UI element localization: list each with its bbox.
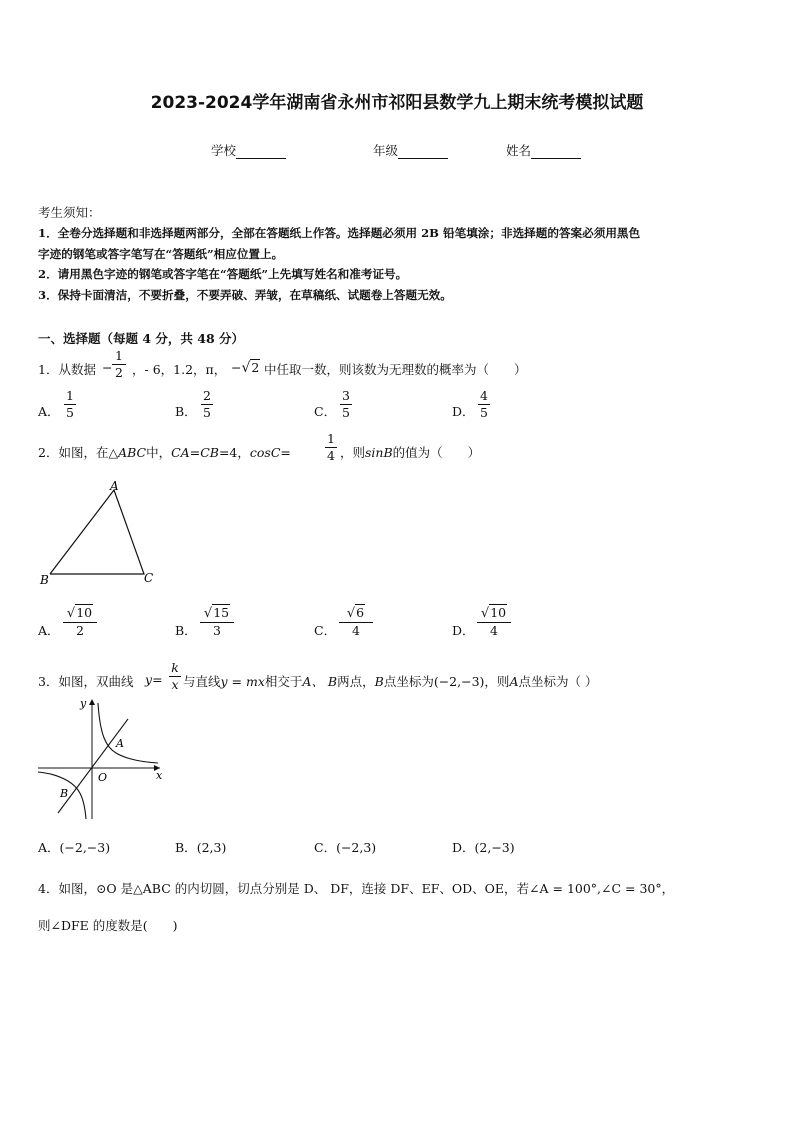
- q2-sin: sinB: [365, 445, 393, 460]
- q3-eq: [145, 672, 163, 687]
- hyperbola-branch-1: [98, 703, 158, 763]
- x-axis-label: x: [156, 769, 163, 782]
- q3-bpt: B: [374, 674, 384, 689]
- notice-item-3: 3．保持卡面清洁，不要折叠，不要弄破、弄皱，在草稿纸、试题卷上答题无效。: [38, 288, 452, 302]
- school-label: 学校: [211, 143, 237, 158]
- school-field[interactable]: [211, 141, 286, 159]
- name-label: 姓名: [506, 143, 532, 158]
- option-value: (−2,−3): [59, 840, 111, 855]
- option-letter: A．: [38, 404, 60, 419]
- option-den: 5: [342, 405, 350, 420]
- q3-bcoord: (−2,−3): [433, 674, 485, 689]
- q3-option-c[interactable]: [314, 838, 376, 856]
- option-letter: A．: [38, 623, 60, 638]
- q2-eq3: =: [280, 445, 291, 460]
- option-letter: C．: [314, 623, 337, 638]
- q4-line-1: 4．如图，⊙O 是△ABC 的内切圆，切点分别是 D、 DF，连接 DF、EF、OD、OE，若∠A = 100°,∠C = 30°，: [38, 881, 675, 896]
- q2-option-b[interactable]: [175, 621, 197, 639]
- q3-option-b[interactable]: [175, 838, 226, 856]
- page-title: 2023-2024学年湖南省永州市祁阳县数学九上期末统考模拟试题: [150, 93, 644, 113]
- grade-label: 年级: [373, 143, 399, 158]
- q2-tail: [340, 443, 480, 461]
- option-radicand: 10: [76, 605, 93, 620]
- q1-suffix: 中任取一数，则该数为无理数的概率为（ ）: [264, 362, 527, 377]
- triangle-shape: [50, 490, 144, 574]
- y-axis-label: y: [80, 697, 87, 710]
- q3-mid4: 点坐标为: [383, 674, 434, 689]
- option-den: 4: [490, 623, 498, 638]
- q1-frac-den: 2: [115, 365, 123, 380]
- q3-apt: A: [509, 674, 519, 689]
- option-letter: B．: [175, 623, 197, 638]
- q1-option-a[interactable]: [38, 402, 60, 420]
- point-a-label: A: [116, 737, 124, 750]
- q1-option-b[interactable]: [175, 402, 197, 420]
- q1-sqrt: −√2: [231, 360, 260, 376]
- q1-sqrt-val: 2: [251, 360, 260, 375]
- option-num: 4: [480, 388, 488, 403]
- q3-mid3: 两点，: [337, 674, 375, 689]
- q1-option-d[interactable]: [452, 402, 475, 420]
- notice-item-2: 2．请用黑色字迹的钢笔或答字笔在“答题纸”上先填写姓名和准考证号。: [38, 267, 408, 281]
- q3-tail: [183, 672, 597, 690]
- q2-tri: ABC: [118, 445, 147, 460]
- vertex-a-label: A: [110, 479, 119, 493]
- option-letter: D．: [452, 840, 475, 855]
- q1-option-fraction: [340, 389, 352, 420]
- q2-option-fraction: √15 3: [200, 606, 234, 638]
- option-letter: A．: [38, 840, 60, 855]
- option-num: 1: [66, 388, 74, 403]
- q3-frac-num: k: [171, 660, 179, 675]
- q3-eq-sign: =: [152, 672, 163, 687]
- q2-triangle-figure: [38, 478, 168, 588]
- q2-option-a[interactable]: [38, 621, 60, 639]
- q1-minus: −: [102, 360, 113, 375]
- q2-option-d[interactable]: [452, 621, 475, 639]
- q1-option-c[interactable]: [314, 402, 336, 420]
- notice-item-1b: 字迹的钢笔或答字笔写在“答题纸”相应位置上。: [38, 247, 284, 261]
- option-den: 5: [203, 405, 211, 420]
- q1-neg: −: [231, 360, 242, 375]
- name-field[interactable]: [506, 141, 581, 159]
- q2-eq1: =: [189, 445, 201, 460]
- q2-option-fraction: √10 2: [63, 606, 97, 638]
- q3-prefix: 3．如图，双曲线: [38, 674, 134, 689]
- q3-y: y: [145, 672, 153, 687]
- name-blank[interactable]: [531, 143, 581, 159]
- option-letter: B．: [175, 840, 197, 855]
- option-num: 3: [342, 388, 350, 403]
- grade-field[interactable]: [373, 141, 448, 159]
- q1-prefix: 1．从数据: [38, 362, 96, 377]
- school-blank[interactable]: [236, 143, 286, 159]
- q3-line: y = mx: [220, 674, 265, 689]
- option-den: 4: [352, 623, 360, 638]
- option-radicand: 6: [356, 605, 365, 620]
- q3-frac-den: x: [171, 677, 179, 692]
- option-num: 2: [203, 388, 211, 403]
- q2-frac-den: 4: [327, 448, 335, 463]
- option-den: 2: [76, 623, 84, 638]
- y-axis-arrow: [89, 699, 95, 705]
- q2-frac-num: 1: [327, 431, 335, 446]
- line-y-mx: [58, 719, 128, 813]
- q4-line-2: 则∠DFE 的度数是( ): [38, 918, 178, 933]
- q1-option-fraction: [201, 389, 213, 420]
- q3-pts: A、 B: [302, 674, 338, 689]
- option-letter: D．: [452, 623, 475, 638]
- q2-cb: CB: [200, 445, 219, 460]
- notice-heading: 考生须知：: [38, 205, 101, 220]
- q1-fraction: [112, 349, 126, 380]
- option-value: (−2,3): [336, 840, 377, 855]
- q2-option-c[interactable]: [314, 621, 336, 639]
- q2-fraction: [325, 432, 337, 463]
- q1-frac-num: 1: [115, 348, 123, 363]
- q3-hyperbola-figure: [36, 695, 168, 823]
- q2-option-fraction: √10 4: [477, 606, 511, 638]
- option-value: (2,3): [196, 840, 227, 855]
- q2-ca: CA: [171, 445, 190, 460]
- q2-mid2: ，则: [340, 445, 366, 460]
- q3-fraction: [169, 661, 181, 692]
- option-radicand: 10: [490, 605, 507, 620]
- option-letter: B．: [175, 404, 197, 419]
- option-value: (2,−3): [474, 840, 515, 855]
- origin-label: O: [98, 771, 108, 784]
- q3-option-a[interactable]: [38, 838, 110, 856]
- q3-mid5: ，则: [484, 674, 510, 689]
- option-letter: C．: [314, 404, 337, 419]
- vertex-c-label: C: [144, 571, 154, 585]
- option-radicand: 15: [213, 605, 230, 620]
- q3-option-d[interactable]: [452, 838, 515, 856]
- option-letter: C．: [314, 840, 337, 855]
- q2-mid1: 中，: [146, 445, 172, 460]
- q1-option-fraction: [478, 389, 490, 420]
- option-den: 5: [66, 405, 74, 420]
- q1-mid: ，- 6，1.2，π，: [132, 362, 227, 377]
- q2-prefix: 2．如图，在△: [38, 445, 119, 460]
- q1-option-fraction: [64, 389, 76, 420]
- q3-suffix: 点坐标为（ ）: [518, 674, 598, 689]
- option-den: 5: [480, 405, 488, 420]
- grade-blank[interactable]: [398, 143, 448, 159]
- q2-eq2: =4，: [218, 445, 250, 460]
- option-den: 3: [213, 623, 221, 638]
- q2-option-fraction: √6 4: [339, 606, 373, 638]
- q2-suffix: 的值为（ ）: [392, 445, 481, 460]
- section-heading: 一、选择题（每题 4 分，共 48 分）: [38, 331, 245, 346]
- q2-cos: cosC: [249, 445, 281, 460]
- point-b-label: B: [60, 787, 69, 800]
- vertex-b-label: B: [40, 573, 49, 587]
- option-letter: D．: [452, 404, 475, 419]
- notice-item-1a: 1．全卷分选择题和非选择题两部分，全部在答题纸上作答。选择题必须用 2B 铅笔填涂；非选择题的答案必须用黑色: [38, 226, 641, 240]
- q2-stem: [38, 443, 291, 461]
- q3-mid1: 与直线: [183, 674, 221, 689]
- q3-mid2: 相交于: [264, 674, 303, 689]
